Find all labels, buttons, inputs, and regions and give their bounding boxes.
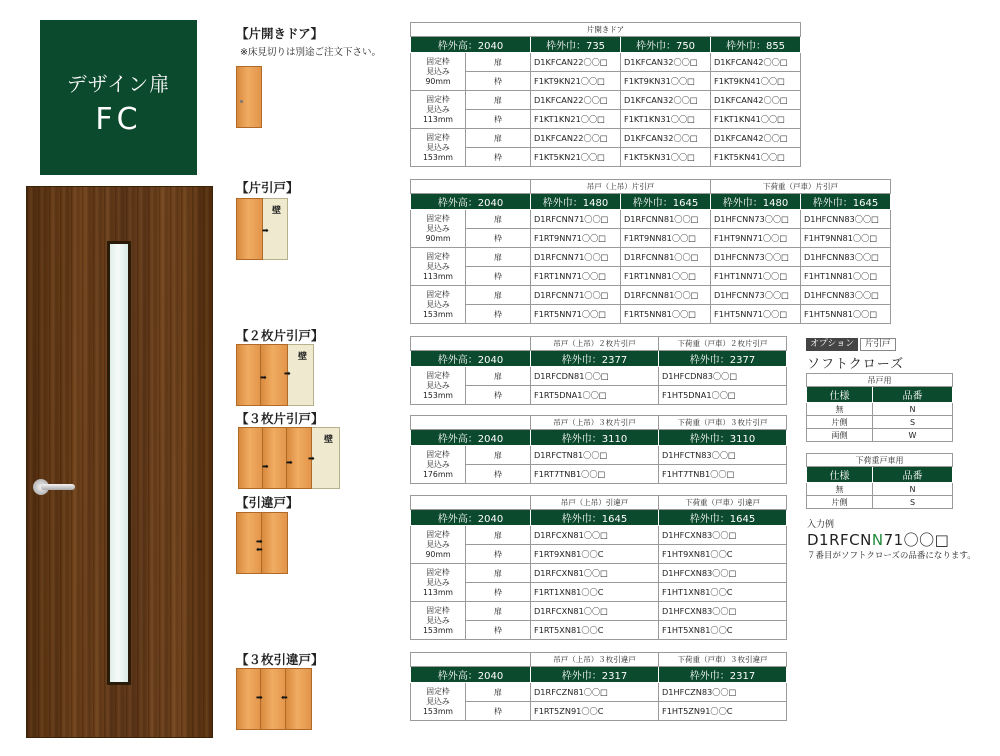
option-title: ソフトクローズ <box>807 357 905 372</box>
part-code: D1RFCXN81〇〇□ <box>531 602 659 621</box>
part-code: F1HT5NN81〇〇□ <box>801 305 891 324</box>
row-kind: 枠 <box>466 545 531 564</box>
3-panel-sliding-thumbnail <box>238 427 340 489</box>
part-code: F1HT5XN81〇〇C <box>659 621 787 640</box>
part-code: F1HT9XN81〇〇C <box>659 545 787 564</box>
row-kind: 枠 <box>466 229 531 248</box>
part-code: F1KT9KN21〇〇□ <box>531 72 621 91</box>
header-width: 枠外巾：2377 <box>531 351 659 367</box>
row-kind: 扉 <box>466 91 531 110</box>
row-kind: 枠 <box>466 305 531 324</box>
part-code: F1RT9XN81〇〇C <box>531 545 659 564</box>
arrow-right-icon: ➡ <box>256 693 263 702</box>
section-title-3-panel-bypass: 【３枚引違戸】 <box>236 652 324 667</box>
part-code: F1RT9NN81〇〇□ <box>621 229 711 248</box>
row-kind: 扉 <box>466 446 531 465</box>
header-width: 枠外巾：1645 <box>531 510 659 526</box>
part-code: F1KT5KN41〇〇□ <box>711 148 801 167</box>
section-title-swing-door: 【片開きドア】 <box>236 26 324 41</box>
arrow-right-icon: ➡ <box>262 462 269 471</box>
part-code: F1RT1XN81〇〇C <box>531 583 659 602</box>
arrow-right-icon: ➡ <box>308 454 315 463</box>
arrow-right-icon: ➡ <box>284 369 291 378</box>
table-caption: 吊戸（上吊）２枚片引戸 <box>531 337 659 351</box>
part-code: D1RFCNN81〇〇□ <box>621 210 711 229</box>
3-panel-bypass-thumbnail <box>236 668 312 730</box>
header-width: 枠外巾：3110 <box>659 430 787 446</box>
arrow-right-icon: ➡ <box>260 373 267 382</box>
spec-value: 無 <box>807 483 873 496</box>
part-code: D1KFCAN22〇〇□ <box>531 53 621 72</box>
product-title: デザイン扉 <box>66 72 171 96</box>
part-code: F1RT1NN81〇〇□ <box>621 267 711 286</box>
table-caption: 下荷重（戸車）３枚片引戸 <box>659 416 787 430</box>
2-panel-sliding-thumbnail <box>236 344 314 406</box>
row-kind: 扉 <box>466 286 531 305</box>
part-code: F1HT5DNA1〇〇□ <box>659 386 787 405</box>
part-code: F1RT9NN71〇〇□ <box>531 229 621 248</box>
spec-value: 片側 <box>807 416 873 429</box>
example-code: D1RFCNN71〇〇□ <box>807 531 950 549</box>
row-kind: 扉 <box>466 367 531 386</box>
part-code: F1HT9NN81〇〇□ <box>801 229 891 248</box>
part-code: D1HFCNN73〇〇□ <box>711 210 801 229</box>
row-kind: 枠 <box>466 110 531 129</box>
spec-table-bypass-door <box>410 495 787 640</box>
product-title-panel <box>40 20 197 175</box>
part-no-value: N <box>873 483 953 496</box>
spec-table-sliding-door <box>410 179 891 324</box>
wall-label: 壁 <box>297 352 307 362</box>
header-width: 枠外巾：1480 <box>711 194 801 210</box>
part-code: D1HFCNN83〇〇□ <box>801 210 891 229</box>
header-height: 枠外高：2040 <box>411 37 531 53</box>
spec-table-swing-door <box>410 22 801 167</box>
part-code: F1KT9KN31〇〇□ <box>621 72 711 91</box>
part-code: F1HT1XN81〇〇C <box>659 583 787 602</box>
spec-table-3-panel-bypass <box>410 652 787 721</box>
spec-value: 両側 <box>807 429 873 442</box>
header-height: 枠外高：2040 <box>411 667 531 683</box>
part-code: D1HFCXN83〇〇□ <box>659 602 787 621</box>
frame-depth-label: 固定枠 見込み 153mm <box>411 367 466 405</box>
header-width: 枠外巾：1645 <box>659 510 787 526</box>
table-caption: 下荷重（戸車）３枚引違戸 <box>659 653 787 667</box>
table-caption: 吊戸（上吊）３枚片引戸 <box>531 416 659 430</box>
part-code: F1HT5ZN91〇〇C <box>659 702 787 721</box>
part-code: F1RT5ZN91〇〇C <box>531 702 659 721</box>
option-sub-badge: 片引戸 <box>860 338 896 351</box>
part-code: D1KFCAN32〇〇□ <box>621 53 711 72</box>
part-code: D1HFCNN73〇〇□ <box>711 248 801 267</box>
frame-depth-label: 固定枠 見込み 153mm <box>411 129 466 167</box>
row-kind: 枠 <box>466 621 531 640</box>
table-caption: 下荷重（戸車）２枚片引戸 <box>659 337 787 351</box>
bypass-door-thumbnail <box>236 512 288 574</box>
part-no-value: S <box>873 496 953 509</box>
part-code: D1KFCAN32〇〇□ <box>621 129 711 148</box>
table-caption: 吊戸用 <box>807 374 953 387</box>
example-note: ７番目がソフトクローズの品番になります。 <box>807 551 976 561</box>
part-code: D1HFCNN73〇〇□ <box>711 286 801 305</box>
part-code: D1RFCXN81〇〇□ <box>531 526 659 545</box>
part-code: D1HFCZN83〇〇□ <box>659 683 787 702</box>
part-code: F1HT9NN71〇〇□ <box>711 229 801 248</box>
part-code: F1KT9KN41〇〇□ <box>711 72 801 91</box>
table-caption: 下荷重戸車用 <box>807 454 953 467</box>
arrow-right-icon: ➡ <box>262 226 269 235</box>
part-code: F1HT7TNB1〇〇□ <box>659 465 787 484</box>
part-code: F1RT5DNA1〇〇□ <box>531 386 659 405</box>
part-code: D1HFCXN83〇〇□ <box>659 564 787 583</box>
section-title-2-panel-sliding: 【２枚片引戸】 <box>236 328 324 343</box>
header-spec: 仕様 <box>807 467 873 483</box>
arrow-left-icon: ⬅ <box>281 693 288 702</box>
spec-value: 片側 <box>807 496 873 509</box>
table-caption: 吊戸（上吊）引違戸 <box>531 496 659 510</box>
part-code: D1RFCNN81〇〇□ <box>621 248 711 267</box>
part-no-value: W <box>873 429 953 442</box>
wall-label: 壁 <box>323 435 333 445</box>
header-part-no: 品番 <box>873 387 953 403</box>
row-kind: 扉 <box>466 683 531 702</box>
row-kind: 扉 <box>466 53 531 72</box>
part-code: F1RT5NN71〇〇□ <box>531 305 621 324</box>
row-kind: 扉 <box>466 210 531 229</box>
row-kind: 扉 <box>466 129 531 148</box>
soft-close-table-roller <box>806 453 953 509</box>
header-width: 枠外巾：3110 <box>531 430 659 446</box>
soft-close-table-hanging <box>806 373 953 442</box>
table-caption: 吊戸（上吊）３枚引違戸 <box>531 653 659 667</box>
part-code: D1RFCDN81〇〇□ <box>531 367 659 386</box>
header-height: 枠外高：2040 <box>411 351 531 367</box>
sliding-door-thumbnail <box>236 198 288 260</box>
glass-slit <box>107 241 131 685</box>
frame-depth-label: 固定枠 見込み 153mm <box>411 683 466 721</box>
arrow-right-icon: ➡ <box>256 537 263 546</box>
example-label: 入力例 <box>807 520 835 530</box>
spec-value: 無 <box>807 403 873 416</box>
row-kind: 枠 <box>466 386 531 405</box>
part-code: D1KFCAN42〇〇□ <box>711 53 801 72</box>
arrow-left-icon: ⬅ <box>256 545 263 554</box>
frame-depth-label: 固定枠 見込み 113mm <box>411 564 466 602</box>
header-width: 枠外巾：750 <box>621 37 711 53</box>
row-kind: 枠 <box>466 583 531 602</box>
part-no-value: S <box>873 416 953 429</box>
header-height: 枠外高：2040 <box>411 430 531 446</box>
row-kind: 枠 <box>466 267 531 286</box>
part-code: D1RFCNN71〇〇□ <box>531 286 621 305</box>
header-spec: 仕様 <box>807 387 873 403</box>
frame-depth-label: 固定枠 見込み 90mm <box>411 210 466 248</box>
part-code: D1KFCAN32〇〇□ <box>621 91 711 110</box>
part-code: D1RFCNN71〇〇□ <box>531 248 621 267</box>
part-code: D1HFCDN83〇〇□ <box>659 367 787 386</box>
header-part-no: 品番 <box>873 467 953 483</box>
part-code: F1KT1KN31〇〇□ <box>621 110 711 129</box>
frame-depth-label: 固定枠 見込み 113mm <box>411 248 466 286</box>
part-code: F1RT1NN71〇〇□ <box>531 267 621 286</box>
part-code: D1HFCNN83〇〇□ <box>801 248 891 267</box>
row-kind: 枠 <box>466 72 531 91</box>
section-note: ※床見切りは別途ご注文下さい。 <box>240 47 381 58</box>
row-kind: 枠 <box>466 148 531 167</box>
part-code: D1KFCAN22〇〇□ <box>531 129 621 148</box>
wall-label: 壁 <box>271 206 281 216</box>
header-width: 枠外巾：1645 <box>801 194 891 210</box>
part-code: F1KT1KN21〇〇□ <box>531 110 621 129</box>
part-code: D1RFCNN81〇〇□ <box>621 286 711 305</box>
part-code: F1HT1NN71〇〇□ <box>711 267 801 286</box>
door-image <box>26 186 213 738</box>
part-code: F1KT1KN41〇〇□ <box>711 110 801 129</box>
frame-depth-label: 固定枠 見込み 176mm <box>411 446 466 484</box>
row-kind: 枠 <box>466 702 531 721</box>
part-code: F1RT5NN81〇〇□ <box>621 305 711 324</box>
header-width: 枠外巾：855 <box>711 37 801 53</box>
row-kind: 扉 <box>466 602 531 621</box>
part-code: F1RT7TNB1〇〇□ <box>531 465 659 484</box>
part-code: D1KFCAN42〇〇□ <box>711 129 801 148</box>
row-kind: 扉 <box>466 248 531 267</box>
option-badge: オプション <box>806 338 858 351</box>
header-width: 枠外巾：1645 <box>621 194 711 210</box>
frame-depth-label: 固定枠 見込み 90mm <box>411 53 466 91</box>
part-code: D1RFCTN81〇〇□ <box>531 446 659 465</box>
lever-handle-icon <box>33 479 71 495</box>
row-kind: 扉 <box>466 564 531 583</box>
header-width: 枠外巾：2377 <box>659 351 787 367</box>
frame-depth-label: 固定枠 見込み 90mm <box>411 526 466 564</box>
row-kind: 枠 <box>466 465 531 484</box>
part-code: D1HFCXN83〇〇□ <box>659 526 787 545</box>
part-code: D1RFCXN81〇〇□ <box>531 564 659 583</box>
section-title-sliding-door: 【片引戸】 <box>236 180 299 195</box>
frame-depth-label: 固定枠 見込み 113mm <box>411 91 466 129</box>
header-width: 枠外巾：1480 <box>531 194 621 210</box>
arrow-right-icon: ➡ <box>286 458 293 467</box>
part-code: F1KT5KN21〇〇□ <box>531 148 621 167</box>
spec-table-3-panel-sliding <box>410 415 787 484</box>
part-code: F1KT5KN31〇〇□ <box>621 148 711 167</box>
table-caption: 下荷重（戸車）引違戸 <box>659 496 787 510</box>
swing-door-thumbnail <box>236 66 262 128</box>
part-code: F1RT5XN81〇〇C <box>531 621 659 640</box>
section-title-bypass-door: 【引違戸】 <box>236 495 299 510</box>
header-width: 枠外巾：2317 <box>659 667 787 683</box>
part-code: D1KFCAN22〇〇□ <box>531 91 621 110</box>
part-code: D1RFCZN81〇〇□ <box>531 683 659 702</box>
row-kind: 扉 <box>466 526 531 545</box>
table-caption: 片開きドア <box>411 23 801 37</box>
product-model: FC <box>95 102 142 137</box>
part-code: F1HT1NN81〇〇□ <box>801 267 891 286</box>
header-height: 枠外高：2040 <box>411 510 531 526</box>
part-no-value: N <box>873 403 953 416</box>
part-code: D1HFCNN83〇〇□ <box>801 286 891 305</box>
header-height: 枠外高：2040 <box>411 194 531 210</box>
spec-table-2-panel-sliding <box>410 336 787 405</box>
part-code: D1HFCTN83〇〇□ <box>659 446 787 465</box>
header-width: 枠外巾：2317 <box>531 667 659 683</box>
section-title-3-panel-sliding: 【３枚片引戸】 <box>236 411 324 426</box>
table-caption: 吊戸（上吊）片引戸 <box>531 180 711 194</box>
frame-depth-label: 固定枠 見込み 153mm <box>411 602 466 640</box>
part-code: D1RFCNN71〇〇□ <box>531 210 621 229</box>
header-width: 枠外巾：735 <box>531 37 621 53</box>
part-code: F1HT5NN71〇〇□ <box>711 305 801 324</box>
part-code: D1KFCAN42〇〇□ <box>711 91 801 110</box>
table-caption: 下荷重（戸車）片引戸 <box>711 180 891 194</box>
frame-depth-label: 固定枠 見込み 153mm <box>411 286 466 324</box>
highlighted-digit: N <box>871 531 884 549</box>
